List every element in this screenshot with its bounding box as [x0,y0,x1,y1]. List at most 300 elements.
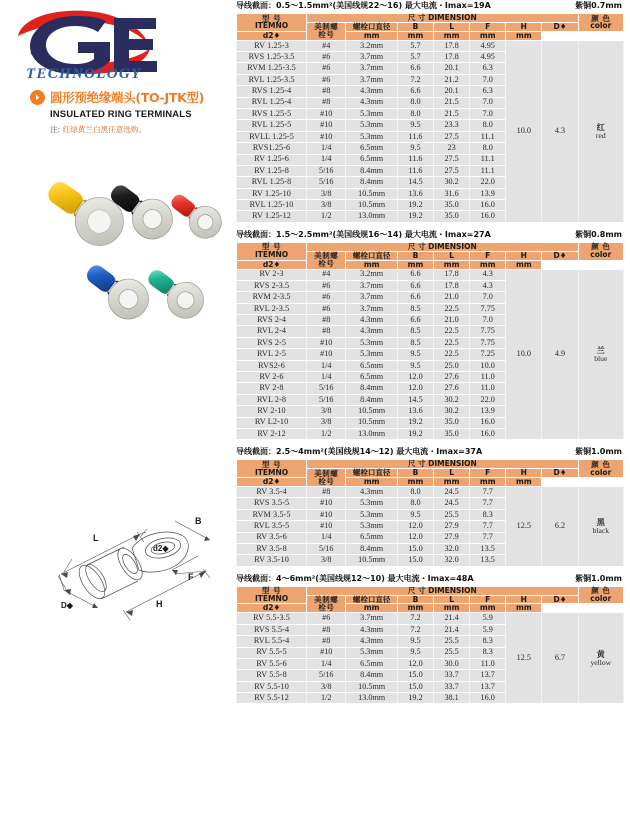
th-d: D♦ [542,469,578,478]
cell-f: 7.0 [470,315,506,326]
cell-screw: 1/4 [307,658,346,669]
cell-f: 13.5 [470,543,506,554]
cell-itemno: RV 3.5-10 [237,555,307,566]
cell-l: 25.5 [434,636,470,647]
cell-f: 4.95 [470,52,506,63]
cell-itemno: RVS 1.25-5 [237,108,307,119]
cell-l: 22.5 [434,337,470,348]
th-color-cn: 颜 色 [591,13,611,23]
cell-l: 35.0 [434,428,470,439]
cell-color-merged [578,486,623,566]
cell-itemno: RVL 3.5-5 [237,521,307,532]
cell-screw: #10 [307,120,346,131]
product-photo [12,172,234,368]
cell-screw: #10 [307,108,346,119]
th-unit-l: mm [397,604,433,613]
cell-screw: 1/4 [307,532,346,543]
cell-screw: 5/16 [307,394,346,405]
cell-screw: 5/16 [307,670,346,681]
cell-itemno: RVL 2-4 [237,326,307,337]
spec-right-red: 紫铜0.7mm [575,1,622,10]
th-screw [307,251,346,269]
cell-f: 5.9 [470,624,506,635]
cell-screw: 1/2 [307,428,346,439]
cell-l: 35.0 [434,417,470,428]
th-unit-d: mm [506,260,542,269]
cell-screw: 5/16 [307,383,346,394]
cell-d2: 8.4mm [346,383,398,394]
cell-h-merged: 12.5 [506,486,542,566]
th-unit-l: mm [397,31,433,40]
cell-d2: 8.4mm [346,165,398,176]
th-dimension: 尺 寸 DIMENSION [307,242,578,251]
cell-d2: 4.3mm [346,636,398,647]
color-label-cn: 黄 [596,649,605,660]
th-f: F [470,469,506,478]
cell-f: 7.25 [470,349,506,360]
cell-l: 21.0 [434,292,470,303]
company-logo [14,6,164,80]
cell-color-merged [578,613,623,704]
cell-b: 15.0 [397,681,433,692]
cell-itemno: RV 2-3 [237,269,307,280]
th-unit-d: mm [506,604,542,613]
th-color [578,242,623,260]
cell-d2: 6.5mm [346,143,398,154]
cell-f: 4.3 [470,280,506,291]
cell-d2: 4.3mm [346,97,398,108]
svg-text:TECHNOLOGY: TECHNOLOGY [26,66,142,80]
cell-l: 30.2 [434,177,470,188]
cell-itemno: RV 5.5-6 [237,658,307,669]
cell-b: 9.5 [397,143,433,154]
cell-l: 21.4 [434,613,470,624]
th-unit-b: mm [346,31,398,40]
cell-h-merged: 10.0 [506,40,542,222]
th-unit-b: mm [346,260,398,269]
cell-d2: 4.3mm [346,486,398,497]
cell-b: 15.0 [397,543,433,554]
cell-screw: #10 [307,521,346,532]
cell-itemno: RVS 1.25-4 [237,86,307,97]
th-d2-sym: d2♦ [237,31,307,40]
cell-d2: 10.5mm [346,681,398,692]
chevron-right-icon [30,90,45,105]
cell-screw: #8 [307,486,346,497]
spec-table-black [236,459,624,566]
cell-d2: 5.3mm [346,647,398,658]
th-unit-h: mm [470,31,506,40]
cell-f: 13.5 [470,555,506,566]
cell-b: 15.0 [397,670,433,681]
th-itemno-cn: 型 号 [262,586,282,596]
cell-f: 22.0 [470,394,506,405]
cell-l: 23.3 [434,120,470,131]
cell-screw: #4 [307,40,346,51]
table-section-red [236,0,630,229]
cell-screw: 3/8 [307,200,346,211]
th-unit-f: mm [434,260,470,269]
cell-f: 7.75 [470,326,506,337]
th-unit-b: mm [346,478,398,487]
th-itemno [237,14,307,32]
cell-b: 7.2 [397,624,433,635]
cell-l: 31.6 [434,188,470,199]
cell-d2: 10.5mm [346,200,398,211]
cell-f: 11.1 [470,154,506,165]
cell-l: 30.2 [434,406,470,417]
cell-b: 6.6 [397,292,433,303]
th-dimension: 尺 寸 DIMENSION [307,586,578,595]
th-b: B [397,251,433,260]
cell-d-merged: 4.9 [542,269,578,440]
cell-b: 6.6 [397,63,433,74]
cell-l: 17.8 [434,40,470,51]
cell-l: 21.0 [434,315,470,326]
cell-l: 27.9 [434,521,470,532]
cell-screw: 1/2 [307,211,346,222]
tbody-black [237,486,624,566]
cell-b: 8.0 [397,108,433,119]
color-label-en: blue [594,353,608,363]
color-label-en: black [592,525,609,535]
cell-d2: 8.4mm [346,394,398,405]
th-dimension: 尺 寸 DIMENSION [307,460,578,469]
th-f: F [470,22,506,31]
cell-f: 4.95 [470,40,506,51]
cell-b: 15.0 [397,555,433,566]
cell-b: 14.5 [397,394,433,405]
cell-screw: 5/16 [307,543,346,554]
cell-itemno: RVS 5.5-4 [237,624,307,635]
th-itemno-en: ITEMNO [255,21,289,31]
cell-l: 23 [434,143,470,154]
cell-f: 11.0 [470,383,506,394]
th-color-en: color [590,21,612,31]
cell-f: 16.0 [470,200,506,211]
cell-l: 22.5 [434,326,470,337]
color-label-en: red [595,130,606,140]
th-d2-sym: d2♦ [237,604,307,613]
cell-b: 9.5 [397,647,433,658]
cell-f: 8.3 [470,636,506,647]
cell-b: 11.6 [397,165,433,176]
th-itemno-cn: 型 号 [262,459,282,469]
cell-d2: 6.5mm [346,360,398,371]
cell-d2: 3.7mm [346,280,398,291]
cell-b: 9.5 [397,509,433,520]
cell-l: 17.8 [434,52,470,63]
cell-screw: 5/16 [307,177,346,188]
cell-l: 22.5 [434,349,470,360]
cell-itemno: RV 1.25-12 [237,211,307,222]
th-screw [307,469,346,487]
cell-b: 8.5 [397,326,433,337]
table-row [237,613,624,624]
cell-b: 6.6 [397,269,433,280]
cell-screw: 3/8 [307,406,346,417]
th-unit-l: mm [397,260,433,269]
cell-b: 19.2 [397,693,433,704]
cell-d2: 4.3mm [346,624,398,635]
th-h: H [506,251,542,260]
cell-d2: 5.3mm [346,349,398,360]
cell-d2: 3.7mm [346,303,398,314]
th-color [578,460,623,478]
cell-f: 7.0 [470,108,506,119]
cell-l: 25.5 [434,647,470,658]
th-h: H [506,469,542,478]
cell-f: 11.1 [470,165,506,176]
cell-b: 9.5 [397,349,433,360]
cell-f: 5.9 [470,613,506,624]
th-screw-l2: 栓号 [318,259,335,269]
cell-b: 19.2 [397,211,433,222]
th-color-en: color [590,250,612,260]
cell-itemno: RVL 2-5 [237,349,307,360]
spec-left-blue: 导线截面：1.5～2.5mm²(美国线规16～14) 最大电流・Imax=27A [236,229,491,239]
th-l: L [434,595,470,604]
cell-d2: 5.3mm [346,337,398,348]
th-itemno-en: ITEMNO [255,594,289,604]
cell-l: 27.6 [434,372,470,383]
cell-f: 22.0 [470,177,506,188]
th-unit-h: mm [470,478,506,487]
cell-itemno: RV 2-10 [237,406,307,417]
th-unit-d: mm [506,31,542,40]
th-bolt-hole: 螺栓口直径 [346,595,398,604]
th-itemno-en: ITEMNO [255,467,289,477]
cell-f: 16.0 [470,211,506,222]
cell-f: 16.0 [470,417,506,428]
cell-color-merged [578,269,623,440]
table-row [237,486,624,497]
cell-itemno: RV 5.5-8 [237,670,307,681]
spec-right-yellow: 紫铜1.0mm [575,573,622,583]
cell-itemno: RVL 2-8 [237,394,307,405]
th-color [578,586,623,604]
cell-f: 7.7 [470,498,506,509]
cell-l: 22.5 [434,303,470,314]
cell-color-merged [578,40,623,222]
th-unit-h: mm [470,260,506,269]
table-section-black [236,446,630,572]
cell-d2: 10.5mm [346,555,398,566]
cell-screw: #8 [307,86,346,97]
th-bolt-hole: 螺栓口直径 [346,251,398,260]
specification-tables [236,0,630,704]
cell-d2: 13.0mm [346,211,398,222]
cell-l: 30.0 [434,658,470,669]
cell-l: 24.5 [434,498,470,509]
th-d: D♦ [542,595,578,604]
left-column [0,0,233,817]
cell-b: 8.0 [397,498,433,509]
cell-d2: 3.7mm [346,613,398,624]
cell-screw: 1/4 [307,143,346,154]
cell-f: 8.0 [470,143,506,154]
cell-f: 13.7 [470,681,506,692]
th-itemno-cn: 型 号 [262,13,282,23]
th-b: B [397,469,433,478]
product-note [50,124,230,135]
cell-itemno: RV L2-10 [237,417,307,428]
th-l: L [434,251,470,260]
spec-right-black: 紫铜1.0mm [575,447,622,457]
dim-label-H: H [156,599,163,609]
cell-f: 11.1 [470,131,506,142]
cell-f: 7.0 [470,292,506,303]
th-f: F [470,595,506,604]
spec-left-black: 导线截面：2.5～4mm²(美国线规14～12) 最大电流・Imax=37A [236,447,483,457]
spec-left-yellow: 导线截面：4～6mm²(美国线规12～10) 最大电流・Imax=48A [236,573,474,583]
th-l: L [434,469,470,478]
cell-b: 19.2 [397,428,433,439]
cell-l: 21.4 [434,624,470,635]
th-screw [307,595,346,613]
cell-screw: 1/2 [307,693,346,704]
cell-screw: 1/4 [307,360,346,371]
cell-d2: 5.3mm [346,521,398,532]
th-itemno [237,242,307,260]
color-label-cn: 黑 [596,517,605,528]
cell-l: 32.0 [434,543,470,554]
cell-itemno: RVL 5.5-4 [237,636,307,647]
th-itemno-cn: 型 号 [262,242,282,252]
cell-b: 9.5 [397,120,433,131]
th-color-cn: 颜 色 [591,242,611,252]
cell-screw: #6 [307,303,346,314]
th-d2-sym: d2♦ [237,478,307,487]
cell-screw: #8 [307,624,346,635]
table-row [237,40,624,51]
cell-d-merged: 4.3 [542,40,578,222]
th-color [578,14,623,32]
cell-itemno: RVS2-6 [237,360,307,371]
cell-d2: 4.3mm [346,315,398,326]
cell-l: 27.5 [434,131,470,142]
th-screw-l1: 美制螺 [314,251,339,261]
logo-graphic [14,6,164,80]
cell-f: 8.3 [470,647,506,658]
cell-l: 21.5 [434,97,470,108]
product-title-block [30,88,230,135]
th-color-cn: 颜 色 [591,459,611,469]
cell-b: 9.5 [397,360,433,371]
cell-f: 4.3 [470,269,506,280]
cell-screw: #10 [307,509,346,520]
dim-label-L: L [93,533,99,543]
cell-d2: 3.7mm [346,63,398,74]
th-d: D♦ [542,251,578,260]
cell-f: 8.0 [470,120,506,131]
table-section-yellow [236,573,630,705]
tbody-yellow [237,613,624,704]
cell-itemno: RV 5.5-3.5 [237,613,307,624]
cell-itemno: RVM 3.5-5 [237,509,307,520]
cell-itemno: RVS 1.25-3.5 [237,52,307,63]
cell-screw: #10 [307,498,346,509]
cell-d2: 5.3mm [346,509,398,520]
cell-l: 35.0 [434,200,470,211]
spec-line-blue [236,229,630,242]
cell-f: 7.7 [470,532,506,543]
cell-itemno: RVM 1.25-3.5 [237,63,307,74]
cell-d2: 13.0mm [346,693,398,704]
cell-screw: 3/8 [307,417,346,428]
cell-screw: #8 [307,636,346,647]
cell-b: 5.7 [397,52,433,63]
cell-d2: 10.5mm [346,406,398,417]
cell-d2: 6.5mm [346,154,398,165]
tbody-red [237,40,624,222]
cell-itemno: RVM 2-3.5 [237,292,307,303]
th-screw [307,22,346,40]
spec-line-black [236,446,630,459]
cell-itemno: RV 3.5-4 [237,486,307,497]
cell-l: 27.5 [434,154,470,165]
spec-table-blue [236,242,624,440]
cell-screw: #6 [307,74,346,85]
cell-screw: #6 [307,613,346,624]
cell-l: 24.5 [434,486,470,497]
cell-f: 13.9 [470,188,506,199]
cell-l: 17.8 [434,269,470,280]
th-unit-b: mm [346,604,398,613]
cell-h-merged: 10.0 [506,269,542,440]
cell-d-merged: 6.7 [542,613,578,704]
th-screw-l1: 美制螺 [314,595,339,605]
th-f: F [470,251,506,260]
cell-f: 13.7 [470,670,506,681]
cell-l: 17.8 [434,280,470,291]
cell-screw: 3/8 [307,188,346,199]
cell-itemno: RV 1.25-6 [237,154,307,165]
cell-d2: 3.7mm [346,52,398,63]
cell-f: 7.75 [470,337,506,348]
cell-b: 7.2 [397,74,433,85]
cell-itemno: RV 5.5-10 [237,681,307,692]
th-h: H [506,22,542,31]
cell-itemno: RVS 3.5-5 [237,498,307,509]
cell-b: 19.2 [397,417,433,428]
cell-d2: 4.3mm [346,86,398,97]
th-d2-sym: d2♦ [237,260,307,269]
cell-d2: 5.3mm [346,120,398,131]
cell-screw: 1/4 [307,372,346,383]
cell-l: 27.5 [434,165,470,176]
cell-f: 6.3 [470,63,506,74]
cell-b: 8.0 [397,486,433,497]
cell-itemno: RVL 1.25-8 [237,177,307,188]
cell-screw: #6 [307,52,346,63]
th-color-en: color [590,594,612,604]
cell-itemno: RV 1.25-10 [237,188,307,199]
cell-d2: 4.3mm [346,326,398,337]
cell-d2: 3.2mm [346,269,398,280]
table-row [237,269,624,280]
cell-itemno: RVL 2-3.5 [237,303,307,314]
product-title-cn: 圆形预绝缘端头(TO-JTK型) [50,90,205,105]
cell-l: 27.6 [434,383,470,394]
th-itemno [237,460,307,478]
cell-f: 7.0 [470,74,506,85]
th-color-en: color [590,467,612,477]
cell-f: 7.7 [470,521,506,532]
cell-d2: 10.5mm [346,417,398,428]
cell-l: 30.2 [434,394,470,405]
th-unit-f: mm [434,604,470,613]
